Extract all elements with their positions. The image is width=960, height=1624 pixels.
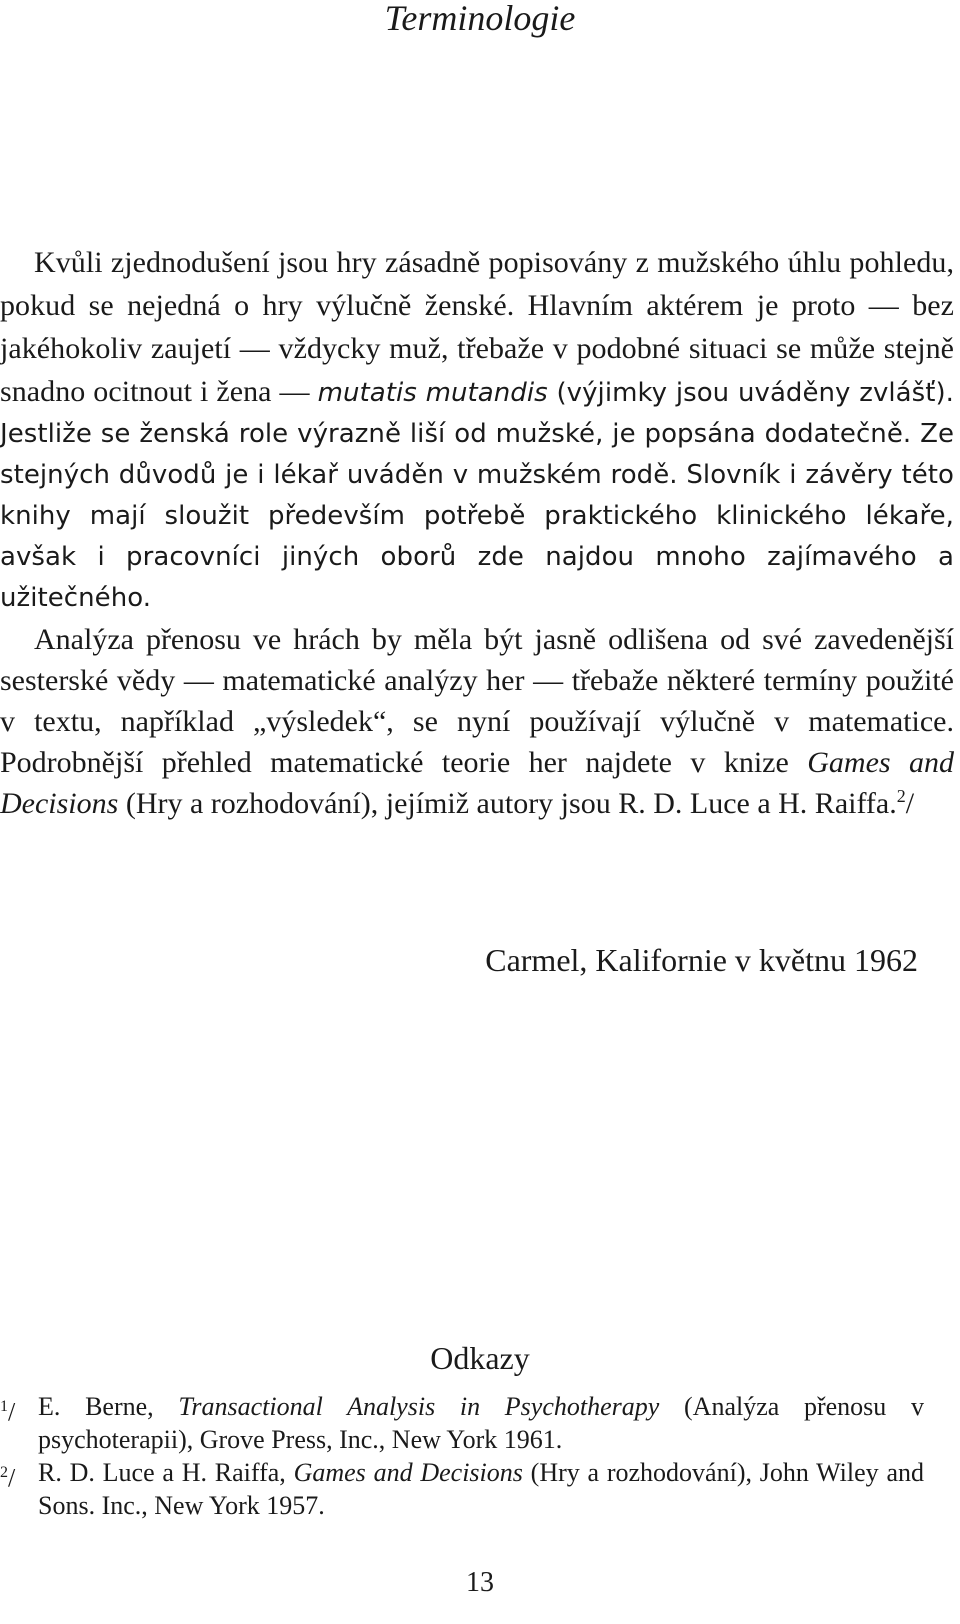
paragraph-1-rest: (výjimky jsou uváděny zvlášť). Jestliže se ženská role výrazně liší od mužské, je popsána dodatečně. Ze stejných důvodů je i lékař uváděn v mužském rodě. Slovník i závěry této knihy mají sloužit především potřebě praktického klinického lékaře, avšak i pracovníci jiných oborů zde najdou mnoho zajímavého a užitečného. [0, 378, 954, 613]
running-head: Terminologie [384, 0, 576, 38]
reference-item [0, 1390, 960, 1456]
paragraph-2 [0, 619, 954, 824]
reference-title: Games and Decisions [293, 1458, 523, 1487]
footnote-slash: / [905, 787, 915, 820]
reference-publication: (Analýza přenosu v psychoterapii), Grove Press, Inc., New York 1961. [38, 1392, 924, 1454]
reference-author: E. Berne, [38, 1392, 154, 1421]
reference-title: Transactional Analysis in Psychotherapy [178, 1392, 660, 1421]
paragraph-1-italic: mutatis mutandis [317, 378, 548, 408]
paragraph-2-text-before: Analýza přenosu ve hrách by měla být jasně odlišena od své zavedenější sesterské vědy — matematické analýzy her — třebaže některé termíny použité v textu, například „výsledek“, se nyní používají výlučně v matematice. Podrobnější přehled matematické teorie her najdete v knize [0, 623, 954, 779]
paragraph-1-lead: Kvůli zjednodušení jsou hry zásadně popisovány z mužského úhlu pohledu, pokud se nejedná o hry výlučně ženské. Hlavním aktérem je proto — bez jakéhokoliv zaujetí — vždycky muž, třebaže v podobné situaci se může stejně snadno ocitnout i žena [0, 246, 954, 408]
paragraph-2-text-after: (Hry a rozhodování), jejímiž autory jsou R. D. Luce a H. Raiffa. [118, 787, 897, 820]
paragraph-2-book-title: Games and Decisions [0, 746, 954, 820]
footnote-mark: 2 [896, 786, 906, 806]
page-number: 13 [466, 1567, 494, 1598]
signature-place-date: Carmel, Kalifornie v květnu 1962 [485, 942, 918, 978]
paragraph-1 [0, 242, 954, 619]
reference-marker: $^2$/ [0, 1463, 16, 1493]
reference-item [0, 1456, 960, 1522]
paragraph-1-dash: — [271, 375, 318, 408]
reference-author: R. D. Luce a H. Raiffa, [38, 1458, 286, 1487]
references-heading: Odkazy [430, 1340, 530, 1376]
body-text [0, 242, 954, 824]
reference-marker: $^1$/ [0, 1397, 16, 1427]
reference-publication: (Hry a rozhodování), John Wiley and Sons. Inc., New York 1957. [38, 1458, 924, 1520]
references-list [0, 1390, 960, 1522]
